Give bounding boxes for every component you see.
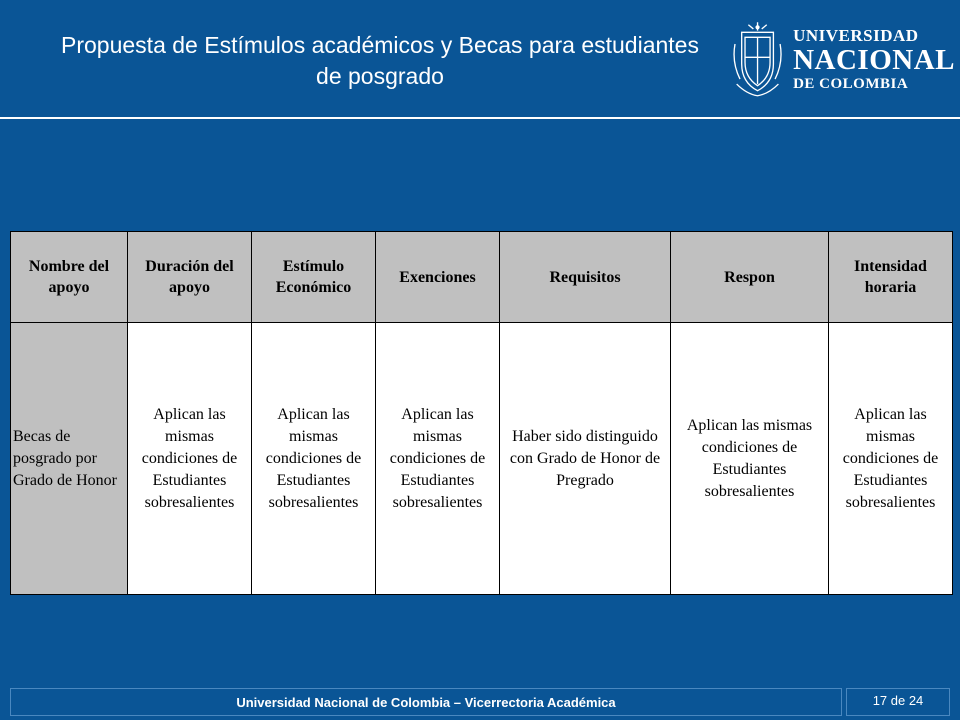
table-cell: Aplican las mismas condiciones de Estudiantes sobresalientes <box>829 323 953 595</box>
table-row <box>11 323 953 595</box>
scholarship-table <box>10 231 953 595</box>
header-cell: Exenciones <box>376 232 500 323</box>
table-cell: Aplican las mismas condiciones de Estudiantes sobresalientes <box>671 323 829 595</box>
table-cell: Aplican las mismas condiciones de Estudiantes sobresalientes <box>376 323 500 595</box>
header-cell: Duración del apoyo <box>128 232 252 323</box>
header-cell: Intensidad horaria <box>829 232 953 323</box>
logo-line-3: DE COLOMBIA <box>793 75 909 92</box>
logo-line-1: UNIVERSIDAD <box>793 25 919 45</box>
coat-of-arms-icon <box>730 13 785 105</box>
header-cell: Respon <box>671 232 829 323</box>
table-cell-name: Becas de posgrado por Grado de Honor <box>11 323 128 595</box>
footer-text: Universidad Nacional de Colombia – Vicerrectoria Académica <box>10 688 842 716</box>
table-cell: Haber sido distinguido con Grado de Honor de Pregrado <box>500 323 671 595</box>
slide-title: Propuesta de Estímulos académicos y Becas para estudiantes de posgrado <box>61 32 699 89</box>
table-cell: Aplican las mismas condiciones de Estudiantes sobresalientes <box>252 323 376 595</box>
table-cell: Aplican las mismas condiciones de Estudiantes sobresalientes <box>128 323 252 595</box>
header-cell: Estímulo Económico <box>252 232 376 323</box>
page-number: 17 de 24 <box>846 688 950 716</box>
table-header-row <box>11 232 953 323</box>
university-logo <box>730 8 955 110</box>
title-divider <box>0 117 960 119</box>
header-cell: Nombre del apoyo <box>11 232 128 323</box>
logo-line-2: NACIONAL <box>793 43 955 76</box>
header-cell: Requisitos <box>500 232 671 323</box>
